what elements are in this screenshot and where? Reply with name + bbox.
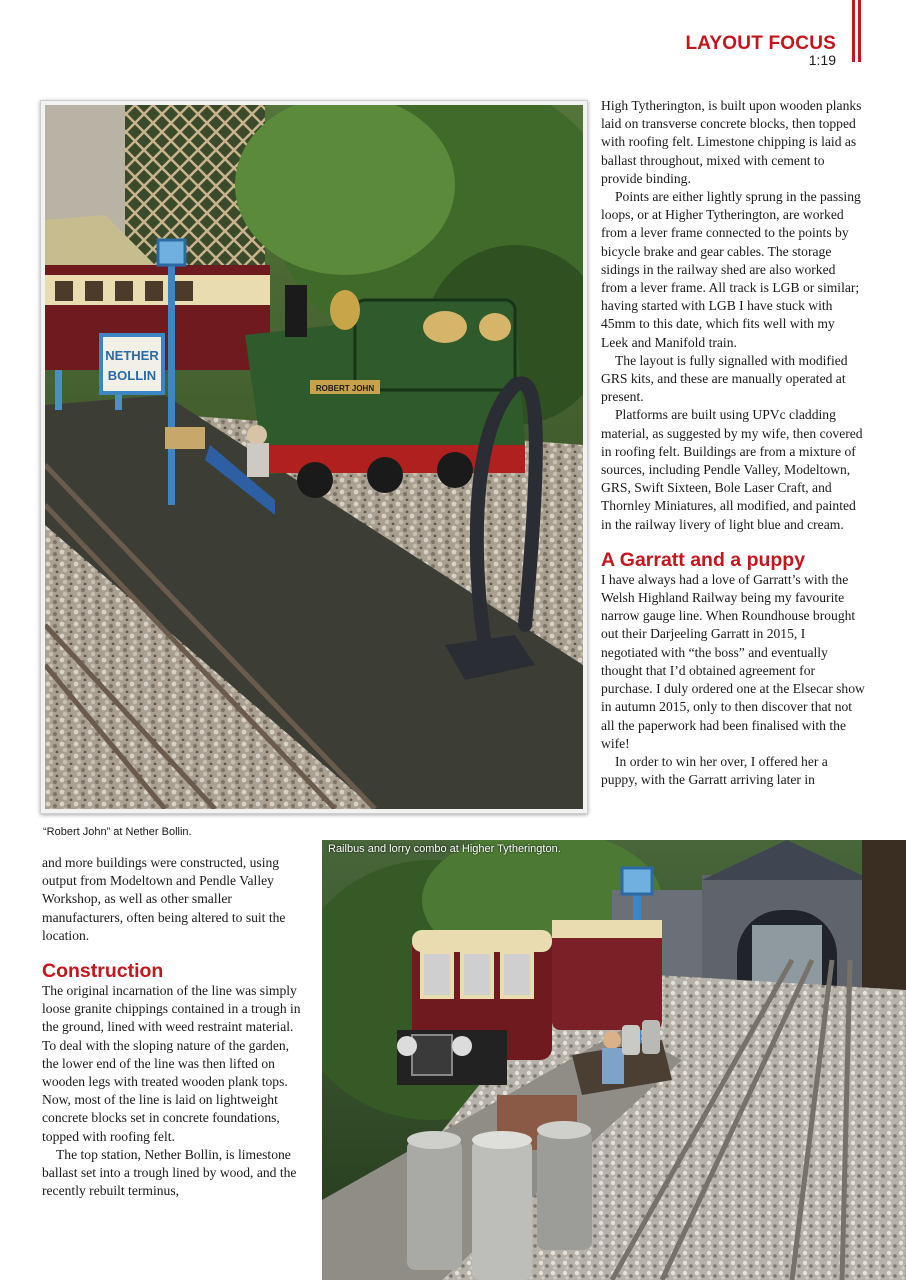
article-column-left	[42, 854, 302, 1200]
header-rule	[852, 0, 861, 62]
photo-railbus-lorry-image	[322, 840, 906, 1280]
station-sign-line1: NETHER	[105, 348, 159, 363]
section-title: LAYOUT FOCUS	[685, 33, 836, 54]
subheading-garratt: A Garratt and a puppy	[601, 548, 806, 571]
article-paragraph: The original incarnation of the line was simply loose granite chippings contained in a trough in the ground, lined with weed restraint material. To deal with the sloping nature of the garden, the lower end of the line was then lifted on wooden legs with treated wooden plank tops. Now, most of the line is laid on lightweight concrete blocks set in concrete foundations, topped with roofing felt.	[42, 983, 301, 1144]
photo-railbus-lorry	[322, 840, 906, 1280]
article-paragraph: and more buildings were constructed, using output from Modeltown and Pendle Valley Workshop, as well as other smaller manufacturers, often being altered to suit the location.	[42, 855, 286, 943]
subheading-construction: Construction	[42, 960, 164, 983]
header-rule-bar	[858, 0, 861, 62]
article-paragraph: The top station, Nether Bollin, is limestone ballast set into a trough lined by wood, and the recently rebuilt terminus,	[42, 1146, 297, 1199]
header-rule-bar	[852, 0, 855, 62]
article-paragraph: Points are either lightly sprung in the passing loops, or at Higher Tytherington, are worked from a lever frame connected to the points by bicycle brake and gear cables. The storage sidings in the railway shed are also worked from a lever frame. All track is LGB or similar; having started with LGB I have stuck with 45mm to this date, which fits well with my Leek and Manifold train.	[601, 189, 861, 350]
article-paragraph: The layout is fully signalled with modified GRS kits, and these are manually operated at present.	[601, 352, 848, 405]
photo-caption: “Robert John” at Nether Bollin.	[43, 826, 192, 838]
article-paragraph: I have always had a love of Garratt’s with the Welsh Highland Railway being my favourite narrow gauge line. When Roundhouse brought out their Darjeeling Garratt in 2015, I negotiated with “the boss” and eventually thought that I’d obtained agreement for purchase. I duly ordered one at the Elsecar show in autumn 2015, only to then discover that not all the paperwork had been finalised with the wife!	[601, 571, 865, 751]
photo-robert-john	[40, 100, 588, 814]
article-paragraph: Platforms are built using UPVc cladding material, as suggested by my wife, then covered in roofing felt. Buildings are from a mixture of sources, including Pendle Valley, Modeltown, GRS, Swift Sixteen, Bole Laser Craft, and Thornley Miniatures, all modified, and painted in the railway livery of light blue and cream.	[601, 407, 863, 532]
article-column-right	[601, 97, 865, 789]
article-paragraph: High Tytherington, is built upon wooden planks laid on transverse concrete blocks, then topped with roofing felt. Limestone chipping is laid as ballast throughout, mixed with cement to provide binding.	[601, 98, 862, 186]
photo-robert-john-image	[45, 105, 583, 809]
page-number: 1:19	[808, 52, 836, 68]
station-sign-line2: BOLLIN	[107, 368, 157, 383]
photo-caption: Railbus and lorry combo at Higher Tytherington.	[328, 843, 561, 855]
loco-nameplate: ROBERT JOHN	[315, 384, 375, 393]
article-paragraph: In order to win her over, I offered her a puppy, with the Garratt arriving later in	[601, 753, 828, 788]
